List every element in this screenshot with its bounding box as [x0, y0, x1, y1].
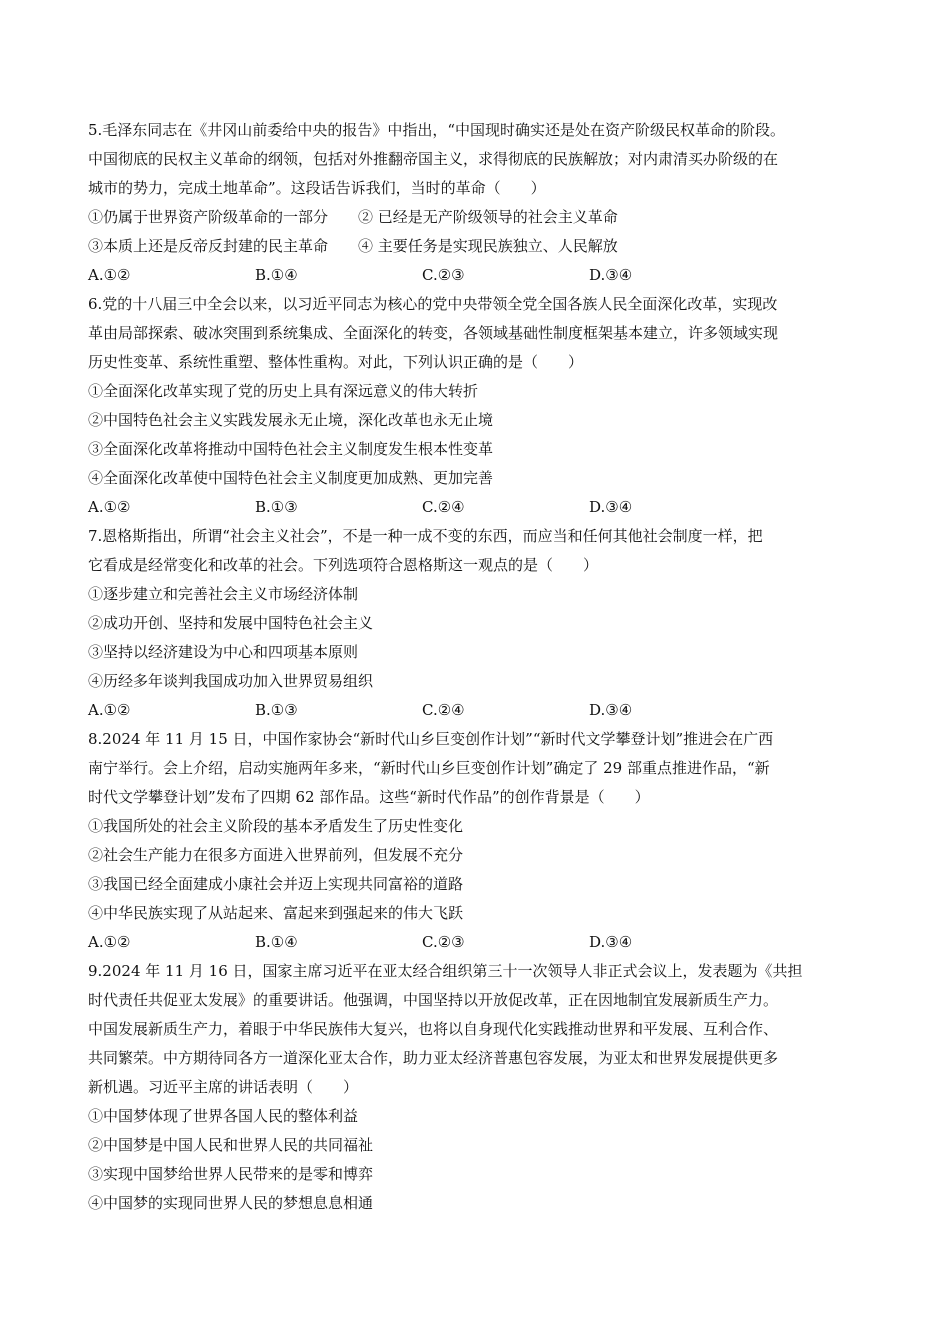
statement-line: ①中国梦体现了世界各国人民的整体利益: [88, 1107, 359, 1125]
statement-line: ②中国特色社会主义实践发展永无止境，深化改革也永无止境: [88, 411, 494, 429]
statement-line: ④历经多年谈判我国成功加入世界贸易组织: [88, 672, 374, 690]
statement-line: ③坚持以经济建设为中心和四项基本原则: [88, 643, 359, 661]
statement-line: ③我国已经全面建成小康社会并迈上实现共同富裕的道路: [88, 875, 464, 893]
option-a: A.①②: [88, 498, 131, 516]
option-d: D.③④: [589, 701, 633, 719]
option-b: B.①③: [255, 498, 298, 516]
option-d: D.③④: [589, 933, 633, 951]
statement-line: ②社会生产能力在很多方面进入世界前列，但发展不充分: [88, 846, 464, 864]
answer-options: [88, 261, 878, 290]
question-7: [88, 522, 878, 725]
option-a: A.①②: [88, 701, 131, 719]
question-stem-line: 它看成是经常变化和改革的社会。下列选项符合恩格斯这一观点的是（ ）: [88, 556, 599, 574]
question-stem-line: 共同繁荣。中方期待同各方一道深化亚太合作，助力亚太经济普惠包容发展，为亚太和世界发展提供更多: [88, 1049, 779, 1067]
question-stem-line: 南宁举行。会上介绍，启动实施两年多来，“新时代山乡巨变创作计划”确定了 29 部重点推进作品，“新: [88, 759, 770, 777]
answer-options: [88, 696, 878, 725]
statement-line: ②中国梦是中国人民和世界人民的共同福祉: [88, 1136, 374, 1154]
statement-line: ①全面深化改革实现了党的历史上具有深远意义的伟大转折: [88, 382, 479, 400]
question-stem-line: 时代文学攀登计划”发布了四期 62 部作品。这些“新时代作品”的创作背景是（ ）: [88, 788, 650, 806]
question-stem-line: 5.毛泽东同志在《井冈山前委给中央的报告》中指出，“中国现时确实还是处在资产阶级民权革命的阶段。: [88, 121, 785, 139]
question-9: [88, 957, 878, 1218]
statement-line: ③实现中国梦给世界人民带来的是零和博弈: [88, 1165, 374, 1183]
option-a: A.①②: [88, 266, 131, 284]
question-stem-line: 6.党的十八届三中全会以来，以习近平同志为核心的党中央带领全党全国各族人民全面深化改革，实现改: [88, 295, 778, 313]
question-6: [88, 290, 878, 522]
option-d: D.③④: [589, 266, 633, 284]
option-b: B.①③: [255, 701, 298, 719]
option-c: C.②③: [422, 933, 465, 951]
question-stem-line: 7.恩格斯指出，所谓“社会主义社会”，不是一种一成不变的东西，而应当和任何其他社会制度一样，把: [88, 527, 763, 545]
question-stem-line: 历史性变革、系统性重塑、整体性重构。对此，下列认识正确的是（ ）: [88, 353, 584, 371]
option-a: A.①②: [88, 933, 131, 951]
option-b: B.①④: [255, 933, 298, 951]
question-stem-line: 中国发展新质生产力，着眼于中华民族伟大复兴，也将以自身现代化实践推动世界和平发展、互利合作、: [88, 1020, 779, 1038]
answer-options: [88, 493, 878, 522]
question-stem-line: 8.2024 年 11 月 15 日，中国作家协会“新时代山乡巨变创作计划”“新时代文学攀登计划”推进会在广西: [88, 730, 774, 748]
statement-line: ③全面深化改革将推动中国特色社会主义制度发生根本性变革: [88, 440, 494, 458]
question-5: [88, 116, 878, 290]
question-stem-line: 时代责任共促亚太发展》的重要讲话。他强调，中国坚持以开放促改革，正在因地制宜发展新质生产力。: [88, 991, 779, 1009]
statement-line: ③本质上还是反帝反封建的民主革命 ④ 主要任务是实现民族独立、人民解放: [88, 237, 618, 255]
question-stem-line: 中国彻底的民权主义革命的纲领，包括对外推翻帝国主义，求得彻底的民族解放；对内肃清买办阶级的在: [88, 150, 779, 168]
option-d: D.③④: [589, 498, 633, 516]
option-c: C.②④: [422, 701, 465, 719]
option-c: C.②③: [422, 266, 465, 284]
statement-line: ②成功开创、坚持和发展中国特色社会主义: [88, 614, 374, 632]
option-b: B.①④: [255, 266, 298, 284]
statement-line: ④中华民族实现了从站起来、富起来到强起来的伟大飞跃: [88, 904, 464, 922]
statement-line: ①逐步建立和完善社会主义市场经济体制: [88, 585, 359, 603]
question-stem-line: 9.2024 年 11 月 16 日，国家主席习近平在亚太经合组织第三十一次领导人非正式会议上，发表题为《共担: [88, 962, 803, 980]
question-stem-line: 革由局部探索、破冰突围到系统集成、全面深化的转变，各领域基础性制度框架基本建立，许多领域实现: [88, 324, 779, 342]
question-stem-line: 新机遇。习近平主席的讲话表明（ ）: [88, 1078, 359, 1096]
statement-line: ①我国所处的社会主义阶段的基本矛盾发生了历史性变化: [88, 817, 464, 835]
question-list: [88, 116, 878, 1218]
question-stem-line: 城市的势力，完成土地革命”。这段话告诉我们，当时的革命（ ）: [88, 179, 546, 197]
statement-line: ①仍属于世界资产阶级革命的一部分 ② 已经是无产阶级领导的社会主义革命: [88, 208, 618, 226]
answer-options: [88, 928, 878, 957]
option-c: C.②④: [422, 498, 465, 516]
statement-line: ④中国梦的实现同世界人民的梦想息息相通: [88, 1194, 374, 1212]
question-8: [88, 725, 878, 957]
statement-line: ④全面深化改革使中国特色社会主义制度更加成熟、更加完善: [88, 469, 494, 487]
